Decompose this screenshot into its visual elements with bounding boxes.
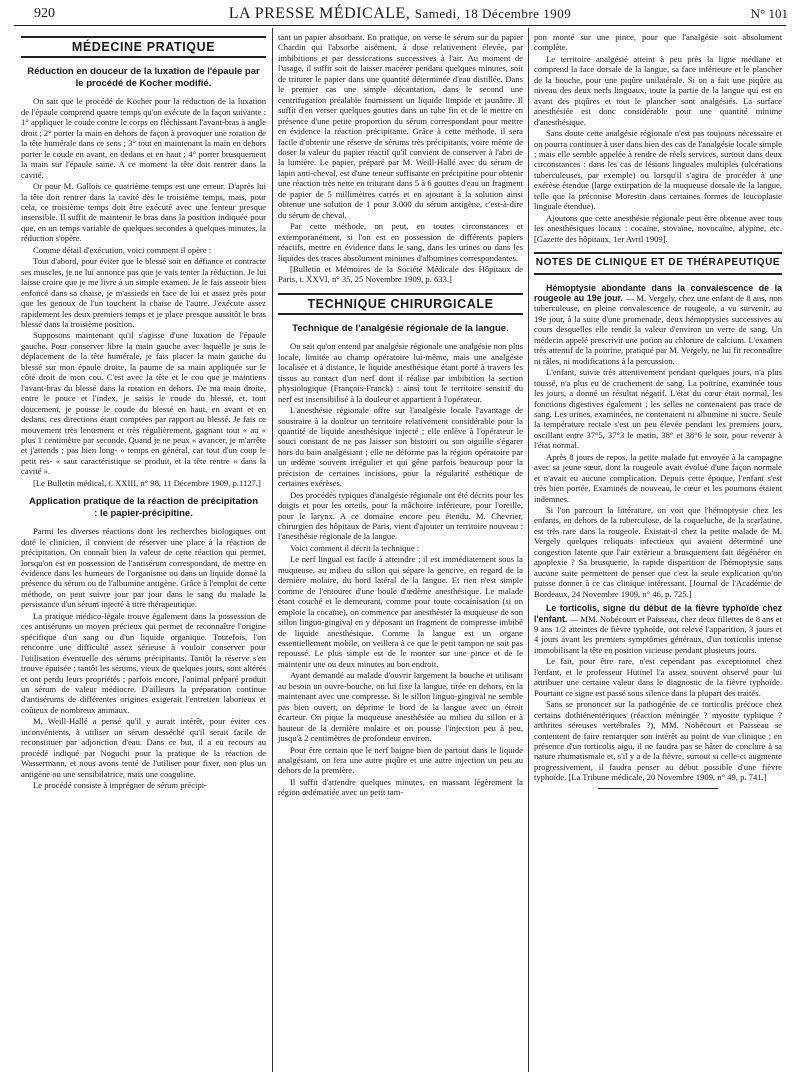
paragraph: La pratique médico-légale trouve également dans la possession de ces antisérums un moyen précieux qui permet de reconnaître l'origine spécifique d'un sang ou d'un liquide organique. Toutefois, l'on rencontre une difficulté assez sérieuse à vouloir conserver pour l'utilisation éventuelle des sérums précipitants. Tantôt la réserve s'en trouve épuisée ; tantôt les sérums, vieux de quelques jours, sont altérés et ont perdu leurs propriétés ; parfois encore, l'animal préparé produit un sérum de valeur médiocre. D'ailleurs la préparation continue d'antisérums de différentes origines exigerait l'entretien laborieux et coûteux de nombreux animaux.	[21, 610, 266, 715]
paragraph: Ayant demandé au malade d'ouvrir largement la bouche et utilisant au besoin un ouvre-bouche, on lui fixe la langue, tirée en dehors, en la maintenant avec une compresse. Si le sillon linguo-gingival ne semble pas bien ouvert, on déprime le bord de la langue avec un étroit écarteur. On pique la muqueuse anesthésiée au milieu du sillon et à hauteur de la dernière molaire et on pousse l'injection peu à peu, jusqu'à 2 centimètres de profondeur environ.	[278, 670, 523, 744]
section-medecine-pratique: MÉDECINE PRATIQUE	[21, 36, 266, 58]
paragraph: Or pour M. Gallois ce quatrième temps est une erreur. D'après lui la tête doit rentrer dans la cavité dès le troisième temps, mais, pour cela, ce troisième temps doit être exécuté avec une lenteur presque insensible. Il suffit de maintenir le bras dans la position indiquée pour que, en un temps variable de quelques secondes à quelques minutes, la réduction s'opère.	[21, 181, 266, 244]
paragraph: Par cette méthode, on peut, en toutes circonstances et extemporanément, si l'on est en possession de différents papiers réactifs, mettre en évidence dans le sang, dans les urines ou dans les liquides des traces absolument minimes d'albumines correspondantes.	[278, 221, 523, 263]
paragraph: Le nerf lingual est facile à atteindre ; il est immédiatement sous la muqueuse, au milieu du sillon qui sépare la gencive, en regard de la dernière molaire, du bord latéral de la langue. Et rien n'est simple comme de l'entourer d'une boule d'œdème anesthésique. Le malade étant couché et le demeurant, comme pour toute cocaïnisation (si on emploie la cocaïne), on commence par anesthésier la muqueuse de son sillon linguo-gingival en y déposant un fragment de compresse imbibé de liquide anesthésique. Comme la langue est un organe essentiellement mobile, on veillera à ce que le petit tampon ne soit pas repoussé. Le plus simple est de le monter sur une pince et de le maintenir une ou deux minutes au bon endroit.	[278, 554, 523, 669]
paragraph: L'enfant, suivie très attentivement pendant quelques jours, n'a plus toussé, n'a plus eu de crachement de sang. La poitrine, examinée tous les jours, a donné un résultat négatif. L'état du cœur était normal, les fonctions digestives également ; les selles ne contenaient pas trace de sang. Les urines, examinées, ne contenaient ni albumine ni sucre. Seule la température rectale s'est un peu élevée pendant les premiers jours, oscillant entre 37°5, 37°3 le matin, 38° et 38°6 le soir, pour revenir à l'état normal.	[534, 367, 782, 451]
paragraph: Le fait, pour être rare, n'est cependant pas exceptionnel chez l'enfant, et le professeur Hutinel l'a assez souvent observé pour lui attribuer une certaine valeur dans le diagnostic de la fièvre typhoïde. Pourtant ce signe est passé sous silence dans la plupart des traités.	[534, 656, 782, 698]
paragraph: Il suffit d'attendre quelques minutes, en massant légèrement la région œdématiée avec un petit tam-	[278, 776, 523, 798]
paragraph: Voici comment il décrit la technique :	[290, 542, 420, 553]
end-rule	[598, 788, 718, 789]
journal-title-line	[0, 5, 800, 23]
article-title-analgesie: Technique de l'analgésie régionale de la langue.	[292, 323, 509, 335]
paragraph: pon monté sur une pince, pour que l'analgésie soit absolument complète.	[534, 32, 782, 53]
paragraph: Après 8 jours de repos, la petite malade fut envoyée à la campagne avec sa jeune sœur, dont la rougeole avait évolué d'une façon normale et n'avait eu aucune complication. Depuis cette époque, l'enfant s'est très bien portée. Examinés de nouveau, le cœur et les poumons étaient indemnes.	[534, 451, 782, 504]
header-rule	[14, 25, 786, 26]
journal-name: LA PRESSE MÉDICALE,	[228, 5, 411, 22]
paragraph: Le territoire analgésié atteint à peu près la ligne médiane et comprend la face dorsale de la langue, sa face inférieure et le plancher de la bouche, pour une piqûre unilatérale. Si on a fait une piqûre au niveau des deux nerfs linguaux, toute la partie de la langue qui est en avant des piqûres et tout le plancher sont analgésiés. La surface anesthésiée est donc considérable pour une quantité minime d'anesthésique.	[534, 53, 782, 127]
paragraph: On sait qu'on entend par analgésie régionale une analgésie non plus locale, limitée au champ opératoire lui-même, mais une analgésie localisée et à distance, le liquide anesthésique étant porté à travers les tissus au contact d'un nerf dont il réalise par imbibition la section physiologique (François-Franck) : ainsi tout le territoire sensitif du nerf est insensibilisé à la douleur et appartient à l'opérateur.	[278, 341, 523, 404]
issue-number: N° 101	[750, 6, 788, 21]
paragraph: Supposons maintenant qu'il s'agisse d'une luxation de l'épaule gauche. Pour conserver libre la main gauche avec laquelle je suis le déplacement de la tête humérale, je fais placer la main gauche du blessé sur mon épaule droite, la paume de sa main appliquée sur le côté droit de mon cou. C'est avec la tête et le cou que je maintiens l'avant-bras du blessé dans la rotation en dehors. De ma main droite, entre le pouce et l'index, je saisis le coude du blessé, et, tout doucement, je pousse le coude du blessé en haut, en avant et en dedans, ces directions étant comptées par rapport au blessé. Je fais ce mouvement très lentement et très régulièrement, gagnant tout « au « plus 1 centimètre par seconde. Quand je ne peux « avancer, je m'arrête et j'attends ; pas bien long- « temps en général, car tout d'un coup le petit res- « saut caractéristique se produit, et la tête rentre « dans la cavité ».	[21, 330, 266, 477]
paragraph: Le procédé consiste à imprégner de sérum précipi-	[33, 780, 207, 791]
section-notes-clinique: NOTES DE CLINIQUE ET DE THÉRAPEUTIQUE	[534, 252, 782, 274]
column-1	[21, 32, 266, 792]
column-2	[278, 32, 523, 799]
paragraph: Des procédés typiques d'analgésie régionale ont été décrits pour les doigts et pour les orteils, pour la mâchoire inférieure, pour l'oreille, pour le larynx. A ce domaine encore peu étendu, M. Chevrier, chirurgien des hôpitaux de Paris, vient d'ajouter un territoire nouveau : l'anesthésie régionale de la langue.	[278, 489, 523, 542]
column-3	[534, 32, 782, 789]
issue-date: Samedi, 18 Décembre 1909	[414, 6, 572, 21]
article-title-precipitine: Application pratique de la réaction de précipitation : le papier-précipitine.	[28, 496, 259, 520]
paragraph: On sait que le procédé de Kocher pour la réduction de la luxation de l'épaule comprend quatre temps qu'on exécute de la façon suivante : 1° appliquer le coude contre le corps en fléchissant l'avant-bras à angle droit ; 2° porter la main en dehors de façon à provoquer une rotation de la tête humérale dans ce sens ; 3° tout en maintenant la main en dehors porter le coude en avant, en dedans et en haut ; 4° porter brusquement la main sur l'épaule saine. A ce moment la tête doit rentrer dans la cavité.	[21, 96, 266, 180]
paragraph: Si l'on parcourt la littérature, on voit que l'hémoptysie chez les enfants, en dehors de la tuberculose, de la coqueluche, de la scarlatine, est très rare dans la rougeole. Existait-il chez la petite malade de M. Vergely quelques reliquats infectieux qui avaient déterminé une congestion latente que l'air extérieur a brusquement fait dégénérer en apoplexie ? Sa brusquerie, la rapide disparition de l'hémoptysie sans aucune suite permettent de penser que c'est la seule explication qu'on puisse donner à ce cas clinique intéressant. [Journal de l'Académie de Bordeaux, 24 Novembre 1909, n° 46, p. 725.]	[534, 505, 782, 599]
page-number: 920	[34, 6, 55, 21]
column-separator-2	[528, 28, 529, 1072]
note-heading: Le torticolis, signe du début de la fièvre typhoïde chez l'enfant.	[534, 603, 782, 624]
paragraph: M. Weill-Hallé a pensé qu'il y aurait intérêt, pour éviter ces inconvénients, à utiliser un sérum desséché qu'il serait facile de reconstituer par adjonction d'eau. Dans ce but, il a eu recours au procédé indiqué par Noguchi pour la pratique de la réaction de Wassermann, et nous avons tenté de l'utiliser pour fixer, non plus un antigène ou une sensibilatrice, mais une coaguline.	[21, 716, 266, 779]
paragraph: Comme détail d'exécution, voici comment il opère :	[33, 244, 212, 255]
paragraph: Sans se prononcer sur la pathogénie de ce torticolis précoce chez certains dothiénentériques (réaction méningée ? myosite typhique ? arthrites séreuses vertébrales ?), MM. Nobécourt et Paisseau se contentent de faire remarquer son intérêt au point de vue clinique ; en présence d'un torticolis aigu, il ne faudra pas se hâter de conclure à sa nature rhumatismale et, s'il y a de la fièvre, surtout si celle-ci augmente progressivement, il faudra penser au début possible d'une fièvre typhoïde. [La Tribune médicale, 20 Novembre 1909, n° 49, p. 741.]	[534, 699, 782, 783]
note-hemoptysie	[534, 283, 782, 367]
column-separator-1	[272, 28, 273, 1072]
paragraph: Parmi les diverses réactions dont les recherches biologiques ont doté le clinicien, il convient de réserver une place à la réaction de précipitation. On connaît bien la valeur de cette réaction qui permet, lorsqu'on est en possession de l'antisérum correspondant, de mettre en évidence dans les humeurs de l'organisme ou dans un liquide donné la présence du sérum ou de l'albumine antigène. Grâce à l'emploi de cette méthode, on peut suivre jour par jour dans le sang du malade la persistance d'un sérum injecté à titre thérapeutique.	[21, 526, 266, 610]
article-title-luxation: Réduction en douceur de la luxation de l'épaule par le procédé de Kocher modifié.	[27, 66, 260, 90]
note-torticolis	[534, 603, 782, 655]
note-heading: Hémoptysie abondante dans la convalescence de la rougeole au 19e jour.	[534, 282, 782, 303]
section-technique-chirurgicale: TECHNIQUE CHIRURGICALE	[278, 293, 523, 315]
paragraph: tant un papier absorbant. En pratique, on verse le sérum sur du papier Chardin qui l'absorbe aisément, à dose relativement élevée, par imbibitions et par dessiccations successives à l'air. Au moment de l'usage, il suffit soit de laisser macérer pendant quelques minutes, soit de triturer le papier dans une quantité déterminée d'eau distillée. Dans le premier cas une simple décantation, dans le second une centrifugation préalable fournissent un liquide limpide et jaunâtre. Il suffit d'en verser quelques gouttes dans un tube fin et de le mettre en présence d'une petite proportion du sérum correspondant pour mettre en évidence la réaction précipitante. Grâce à cette méthode, il sera facile d'obtenir une réserve de sérums très précipitants, voire même de doser la valeur du papier réactif qu'il convient de conserver à l'abri de la lumière. Le papier, préparé par M. Weill-Hallé avec du sérum de lapin anti-cheval, est d'une teneur suffisante en précipitine pour obtenir une réaction très nette en triturant dans 5 à 6 gouttes d'eau un fragment de papier de 5 millimètres carrés et en ajoutant à la solution ainsi obtenue une solution de 1 pour 3.000 du sérum antigène, c'est-à-dire du sérum de cheval.	[278, 32, 523, 220]
citation: [Bulletin et Mémoires de la Société Médicale des Hôpitaux de Paris, t. XXVI, n° 35, 25 Novembre 1909, p. 633.]	[278, 263, 523, 285]
note-text: — MM. Nobécourt et Paisseau, chez deux fillettes de 8 ans et 9 ans 1/2 atteintes de fièvre typhoïde, ont relevé l'apparition, 3 jours et 4 jours avant les premiers symptômes généraux, d'un torticolis intense immobilisant la tête en position vicieuse pendant plusieurs jours.	[534, 613, 782, 655]
paragraph: Tout d'abord, pour éviter que le blessé soit en défiance et contracte ses muscles, je ne lui annonce pas que je vais tenter la réduction. Je lui laisse croire que je me livre à un simple examen. Je le fais asseoir bien enfoncé dans sa chaise, je m'assieds en face de lui et assez près pour que les genoux de l'un touchent la chaise de l'autre. J'exécute assez rapidement les deux premiers temps et je place presque aussitôt le bras blessé dans la troisième position.	[21, 256, 266, 329]
paragraph: Pour être certain que le nerf baigne bien de partout dans le liquide analgésiant, on fera une autre piqûre et une autre injection un peu au dehors de la première.	[278, 744, 523, 776]
paragraph: Ajoutons que cette anesthésie régionale peut être obtenue avec tous les anesthésiques locaux : cocaïne, stovaïne, novocaïne, alypine, etc. [Gazette des hôpitaux, 1er Avril 1909].	[534, 212, 782, 244]
paragraph: Sans doute cette analgésie régionale n'est pas toujours nécessaire et on pourra continuer à user dans bien des cas de l'analgésie locale simple ; mais elle semble appelée à rendre de réels services, surtout dans deux circonstances : dans les cas de lésions linguales multiples (ulcérations tuberculeuses, par exemple) ou lorsqu'il s'agira de procéder à une exérèse étendue (large extirpation de la muqueuse dorsale de la langue, telle que la préconise Morestin dans certaines formes de leucoplasie linguale étendue).	[534, 128, 782, 212]
note-text: — M. Vergely, chez une enfant de 8 ans, non tuberculeuse, en pleine convalescence de rougeole, a vu survenir, au 19e jour, à la suite d'une promenade, deux hémoptysies successives au cours desquelles elle rendit la valeur d'environ un verre de sang. Un médecin appelé prescrivit une potion au chlorure de calcium. L'examen très attentif de la poitrine, pratiqué par M. Vergely, ne lui fit reconnaître ni râles, ni modifications à la percussion.	[534, 292, 782, 366]
citation: [Le Bulletin médical, t. XXIII, n° 98, 11 Décembre 1909, p.1127.]	[33, 477, 261, 488]
paragraph: L'anesthésie régionale offre sur l'analgésie locale l'avantage de soustraire à la douleur un territoire relativement considérable pour la quantité de liquide anesthésique injecté ; elle enlève à l'opérateur le souci constant de ne pas laisser son bistouri ou son aiguille s'égarer hors du bain analgésiant ; elle ne déforme pas la région opératoire par un œdème souvent irrégulier et qui gêne parfois beaucoup pour la précision de certaines incisions, pour la régularité esthétique de certaines exérèses.	[278, 405, 523, 489]
